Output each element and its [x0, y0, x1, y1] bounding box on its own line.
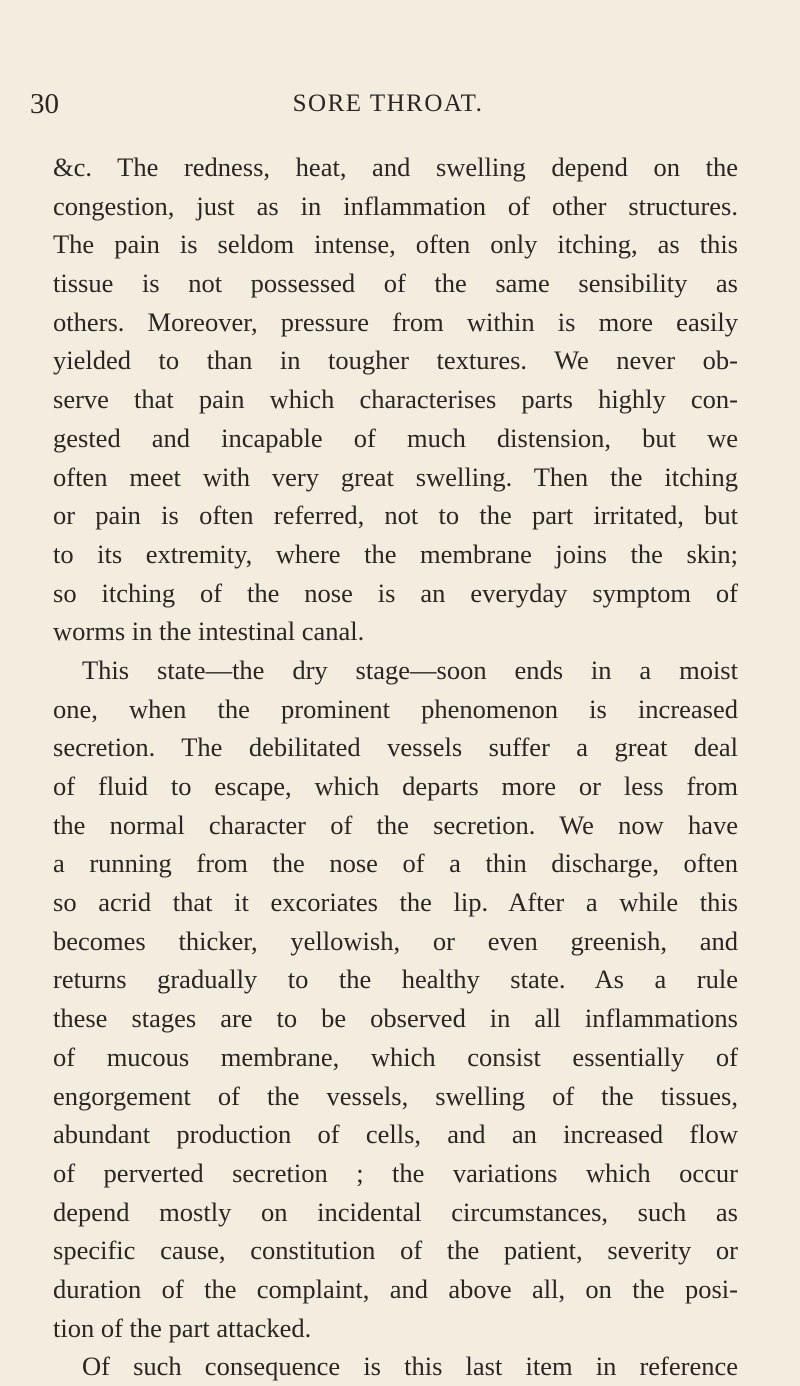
text-line: The pain is seldom intense, often only itching, as this [53, 229, 738, 260]
text-line: gested and incapable of much distension, but we [53, 422, 738, 453]
text-line: these stages are to be observed in all inflammations [53, 1003, 738, 1034]
text-line: so itching of the nose is an everyday symptom of [53, 577, 738, 608]
text-line: so acrid that it excoriates the lip. After a while this [53, 887, 738, 918]
text-line: one, when the prominent phenomenon is increased [53, 693, 738, 724]
running-head: SORE THROAT. [292, 90, 484, 117]
text-line: engorgement of the vessels, swelling of the tissues, [53, 1080, 738, 1111]
text-line: of fluid to escape, which departs more or less from [53, 771, 738, 801]
text-line: others. Moreover, pressure from within is more easily [53, 306, 738, 337]
page-number: 30 [30, 88, 59, 120]
text-line: becomes thicker, yellowish, or even greenish, and [53, 925, 738, 956]
text-line: depend mostly on incidental circumstances, such as [53, 1196, 738, 1227]
text-line: specific cause, constitution of the patient, severity or [53, 1235, 738, 1266]
text-line: to its extremity, where the membrane joins the skin; [53, 538, 738, 569]
text-line: worms in the intestinal canal. [53, 616, 365, 647]
page-header [30, 88, 746, 128]
paragraph-first-line: This state—the dry stage—soon ends in a moist [82, 654, 738, 685]
text-line: tion of the part attacked. [53, 1312, 312, 1343]
text-line: often meet with very great swelling. Then the itching [53, 461, 738, 492]
body-text [53, 148, 738, 1386]
text-line: congestion, just as in inflammation of other structures. [53, 190, 738, 221]
text-line: duration of the complaint, and above all, on the posi- [53, 1273, 738, 1304]
text-line: &c. The redness, heat, and swelling depend on the [53, 152, 738, 182]
text-line: or pain is often referred, not to the part irritated, but [53, 500, 738, 531]
text-line: of perverted secretion ; the variations which occur [53, 1157, 738, 1188]
text-line: of mucous membrane, which consist essentially of [53, 1041, 738, 1072]
text-line: serve that pain which characterises parts highly con- [53, 384, 738, 415]
paragraph-first-line: Of such consequence is this last item in reference [82, 1351, 738, 1382]
text-line: returns gradually to the healthy state. As a rule [53, 964, 738, 995]
text-line: tissue is not possessed of the same sensibility as [53, 268, 738, 299]
text-line: secretion. The debilitated vessels suffer a great deal [53, 732, 738, 763]
text-line: the normal character of the secretion. We now have [53, 809, 738, 840]
text-line: a running from the nose of a thin discharge, often [53, 848, 738, 879]
text-line: abundant production of cells, and an increased flow [53, 1119, 738, 1150]
text-line: yielded to than in tougher textures. We never ob- [53, 345, 738, 376]
